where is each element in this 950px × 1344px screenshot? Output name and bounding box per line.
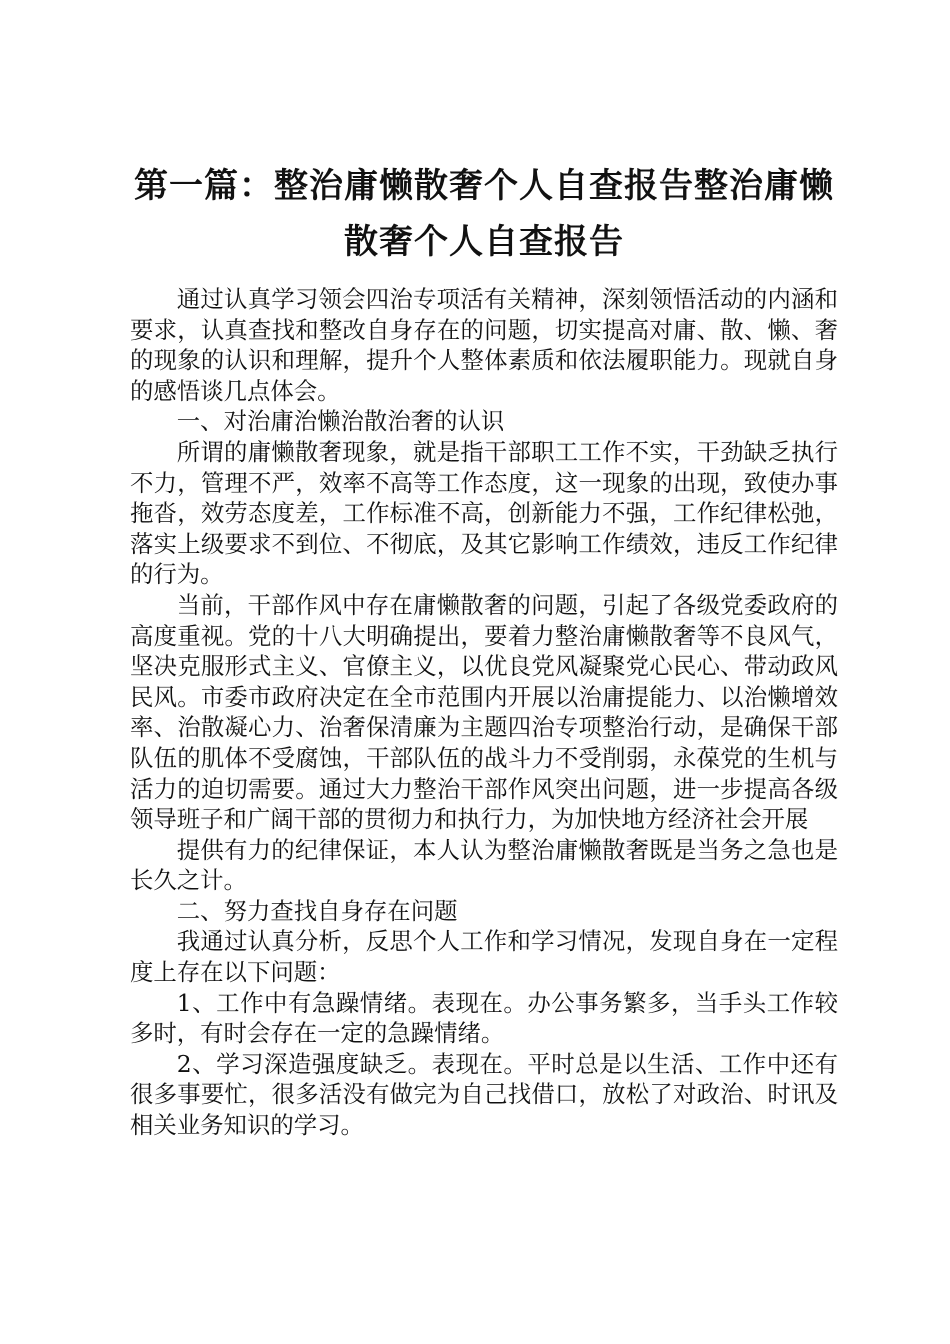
list-item: 1、工作中有急躁情绪。表现在。办公事务繁多，当手头工作较多时，有时会存在一定的急躁情绪。	[130, 988, 838, 1048]
paragraph: 所谓的庸懒散奢现象，就是指干部职工工作不实，干劲缺乏执行不力，管理不严，效率不高等工作态度，这一现象的出现，致使办事拖沓，效劳态度差，工作标准不高，创新能力不强，工作纪律松弛，落实上级要求不到位、不彻底，及其它影响工作绩效，违反工作纪律的行为。	[130, 437, 838, 589]
paragraph: 提供有力的纪律保证，本人认为整治庸懒散奢既是当务之急也是长久之计。	[130, 835, 838, 895]
paragraph: 我通过认真分析，反思个人工作和学习情况，发现自身在一定程度上存在以下问题：	[130, 927, 838, 987]
paragraph: 当前，干部作风中存在庸懒散奢的问题，引起了各级党委政府的高度重视。党的十八大明确提出，要着力整治庸懒散奢等不良风气，坚决克服形式主义、官僚主义，以优良党风凝聚党心民心、带动政风民风。市委市政府决定在全市范围内开展以治庸提能力、以治懒增效率、治散凝心力、治奢保清廉为主题四治专项整治行动，是确保干部队伍的肌体不受腐蚀，干部队伍的战斗力不受削弱，永葆党的生机与活力的迫切需要。通过大力整治干部作风突出问题，进一步提高各级领导班子和广阔干部的贯彻力和执行力，为加快地方经济社会开展	[130, 590, 838, 834]
paragraph-intro: 通过认真学习领会四治专项活有关精神，深刻领悟活动的内涵和要求，认真查找和整改自身存在的问题，切实提高对庸、散、懒、奢的现象的认识和理解，提升个人整体素质和依法履职能力。现就自身的感悟谈几点体会。	[130, 285, 838, 405]
document-page	[130, 158, 838, 1141]
section-heading-2: 二、努力查找自身存在问题	[176, 896, 458, 925]
document-body	[130, 284, 838, 1141]
section-heading-1: 一、对治庸治懒治散治奢的认识	[176, 407, 505, 436]
list-item: 2、学习深造强度缺乏。表现在。平时总是以生活、工作中还有很多事要忙，很多活没有做完为自己找借口，放松了对政治、时讯及相关业务知识的学习。	[130, 1049, 838, 1140]
document-title: 第一篇：整治庸懒散奢个人自查报告整治庸懒散奢个人自查报告	[134, 166, 834, 262]
